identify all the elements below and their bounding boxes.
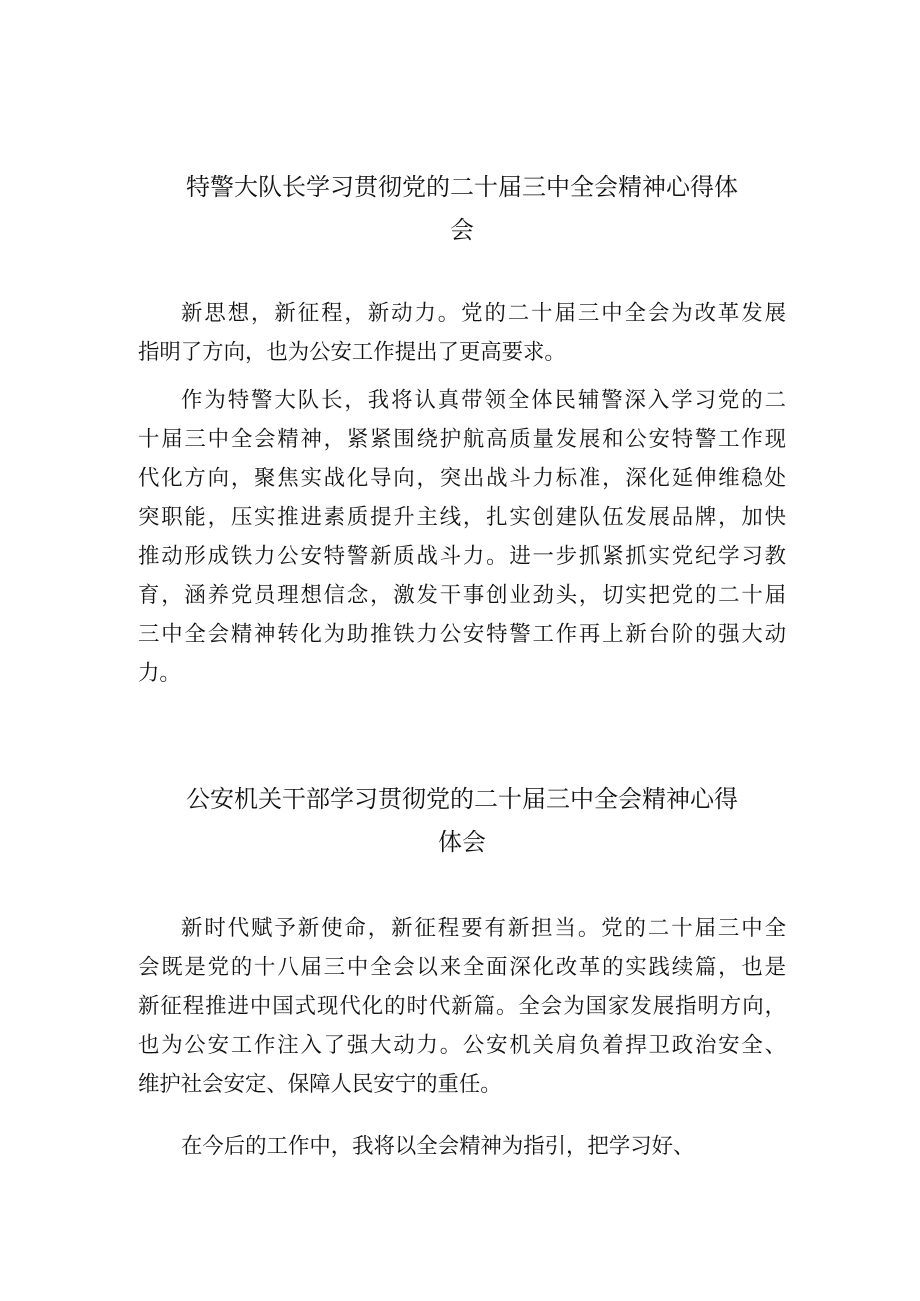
paragraph-line: 育，涵养党员理想信念，激发干事创业劲头，切实把党的二十届	[138, 583, 786, 608]
paragraph-line: 维护社会安定、保障人民安宁的重任。	[138, 1072, 502, 1097]
article-2-title-line: 体会	[438, 828, 486, 856]
article-2-paragraph-1	[138, 909, 786, 1104]
article-1-paragraph-1	[138, 294, 786, 372]
article-1-title	[138, 166, 786, 252]
paragraph-line: 力。	[138, 661, 181, 686]
paragraph-line: 推动形成铁力公安特警新质战斗力。进一步抓紧抓实党纪学习教	[138, 544, 786, 569]
paragraph-line: 在今后的工作中，我将以全会精神为指引，把学习好、	[181, 1134, 695, 1159]
paragraph-line: 突职能，压实推进素质提升主线，扎实创建队伍发展品牌，加快	[138, 505, 786, 530]
paragraph-line: 指明了方向，也为公安工作提出了更高要求。	[138, 340, 566, 365]
paragraph-line: 代化方向，聚焦实战化导向，突出战斗力标准，深化延伸维稳处	[138, 466, 786, 491]
paragraph-line: 新思想，新征程，新动力。党的二十届三中全会为改革发展	[181, 301, 786, 326]
article-2-title-line: 公安机关干部学习贯彻党的二十届三中全会精神心得	[186, 785, 738, 813]
paragraph-line: 也为公安工作注入了强大动力。公安机关肩负着捍卫政治安全、	[138, 1033, 786, 1058]
paragraph-line: 十届三中全会精神，紧紧围绕护航高质量发展和公安特警工作现	[138, 427, 786, 452]
paragraph-line: 会既是党的十八届三中全会以来全面深化改革的实践续篇，也是	[138, 955, 786, 980]
paragraph-line: 三中全会精神转化为助推铁力公安特警工作再上新台阶的强大动	[138, 622, 786, 647]
article-2-paragraph-2	[138, 1127, 786, 1166]
paragraph-line: 新时代赋予新使命，新征程要有新担当。党的二十届三中全	[181, 916, 786, 941]
article-1-title-line: 特警大队长学习贯彻党的二十届三中全会精神心得体	[186, 173, 738, 201]
article-1-paragraph-2	[138, 381, 786, 693]
paragraph-line: 作为特警大队长，我将认真带领全体民辅警深入学习党的二	[181, 388, 786, 413]
article-2-title	[138, 778, 786, 864]
article-1-title-line: 会	[450, 216, 474, 244]
paragraph-line: 新征程推进中国式现代化的时代新篇。全会为国家发展指明方向，	[138, 994, 786, 1019]
